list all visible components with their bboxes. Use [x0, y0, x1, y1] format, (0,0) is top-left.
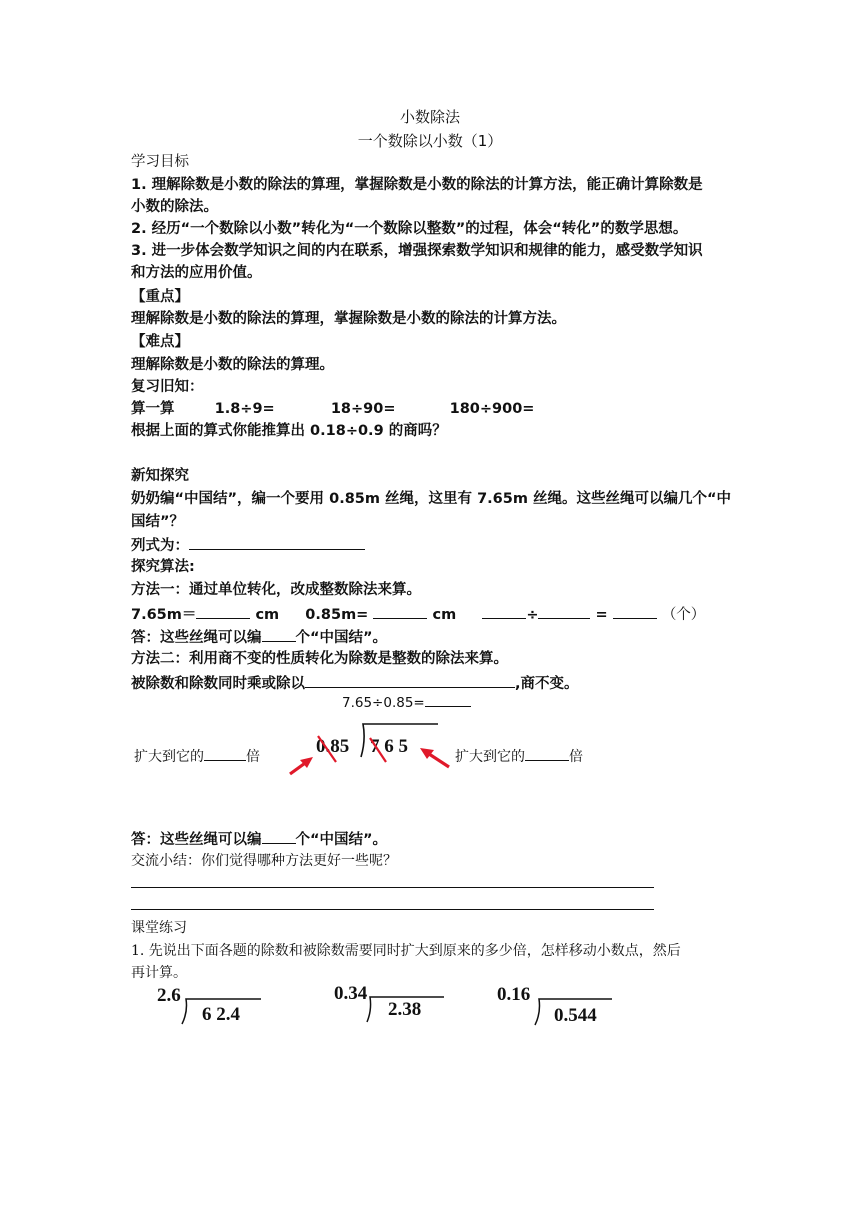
- page-subtitle: 一个数除以小数（1）: [357, 132, 503, 150]
- enlarge-right-suffix: 倍: [569, 749, 583, 765]
- rule-suffix: ,商不变。: [515, 676, 579, 692]
- summary-line-1[interactable]: [131, 887, 654, 888]
- answer-2-blank[interactable]: [262, 828, 296, 844]
- method-1: 方法一：通过单位转化，改成整数除法来算。: [131, 582, 421, 598]
- summary-line-2[interactable]: [131, 909, 654, 910]
- enlarge-right-prefix: 扩大到它的: [455, 749, 525, 765]
- answer-2-prefix: 答：这些丝绳可以编: [131, 832, 262, 848]
- objective-3-line2: 和方法的应用价值。: [131, 265, 262, 281]
- division-divisor: 0.85: [316, 736, 350, 757]
- strike-dividend: [370, 738, 386, 762]
- enlarge-left-suffix: 倍: [246, 749, 260, 765]
- division-dividend: 7 6 5: [370, 736, 408, 757]
- unit-cm-2: cm: [432, 607, 457, 623]
- formula-label: 列式为：: [131, 538, 189, 554]
- answer-1-suffix: 个“中国结”。: [295, 630, 388, 646]
- practice-dividend-3: 0.544: [554, 1005, 597, 1026]
- answer-2-suffix: 个“中国结”。: [295, 832, 388, 848]
- review-expr-1: 1.8÷9=: [214, 401, 275, 417]
- review-expr-2: 18÷90=: [330, 401, 396, 417]
- rule-prefix: 被除数和除数同时乘或除以: [131, 676, 305, 692]
- objective-1-line1: 1. 理解除数是小数的除法的算理，掌握除数是小数的除法的计算方法，能正确计算除数是: [131, 177, 703, 193]
- page-title: 小数除法: [399, 108, 460, 126]
- conv-2-label: 0.85m=: [305, 607, 369, 623]
- practice-item1-line2: 再计算。: [131, 965, 187, 981]
- conv-1-label: 7.65m＝: [131, 607, 197, 623]
- review-expr-3: 180÷900=: [449, 401, 535, 417]
- method-2: 方法二：利用商不变的性质转化为除数是整数的除法来算。: [131, 651, 508, 667]
- objective-3-line1: 3. 进一步体会数学知识之间的内在联系，增强探索数学知识和规律的能力，感受数学知识: [131, 243, 703, 259]
- problem-line1: 奶奶编“中国结”，编一个要用 0.85m 丝绳，这里有 7.65m 丝绳。这些丝绳可以编几个“中: [131, 491, 732, 507]
- problem-line2: 国结”？: [131, 514, 185, 530]
- eq-sign: =: [595, 607, 608, 623]
- difficulty-text: 理解除数是小数的除法的算理。: [131, 357, 334, 373]
- practice-dividend-1: 6 2.4: [202, 1004, 240, 1025]
- answer-1-prefix: 答：这些丝绳可以编: [131, 630, 262, 646]
- key-point-heading: 【重点】: [131, 289, 189, 305]
- answer-2-row: [131, 828, 387, 850]
- enlarge-left-prefix: 扩大到它的: [134, 749, 204, 765]
- difficulty-heading: 【难点】: [131, 334, 189, 350]
- strike-divisor: [318, 736, 336, 762]
- arrow-left-icon: [290, 757, 313, 774]
- practice-dividend-2: 2.38: [388, 999, 422, 1020]
- arrow-right-icon: [420, 748, 449, 767]
- practice-heading: 课堂练习: [131, 920, 187, 936]
- div-sign: ÷: [526, 607, 539, 623]
- review-label: 算一算: [131, 401, 175, 417]
- practice-divisor-3: 0.16: [497, 984, 531, 1005]
- practice-divisor-2: 0.34: [334, 983, 368, 1004]
- objective-1-line2: 小数的除法。: [131, 199, 218, 215]
- key-point-text: 理解除数是小数的除法的算理，掌握除数是小数的除法的计算方法。: [131, 311, 566, 327]
- review-heading: 复习旧知：: [131, 379, 204, 395]
- summary-prompt: 交流小结：你们觉得哪种方法更好一些呢？: [131, 853, 397, 869]
- practice-divisor-1: 2.6: [157, 985, 181, 1006]
- unit-cm-1: cm: [255, 607, 280, 623]
- method-heading: 探究算法:: [131, 559, 195, 575]
- objectives-heading: 学习目标: [131, 154, 189, 170]
- practice-item1-line1: 1. 先说出下面各题的除数和被除数需要同时扩大到原来的多少倍，怎样移动小数点，然后: [131, 943, 681, 959]
- unit-ge: （个）: [661, 607, 706, 623]
- explore-heading: 新知探究: [131, 468, 189, 484]
- objective-2: 2. 经历“一个数除以小数”转化为“一个数除以整数”的过程，体会“转化”的数学思想。: [131, 221, 688, 237]
- review-question: 根据上面的算式你能推算出 0.18÷0.9 的商吗？: [131, 423, 447, 439]
- expr-text: 7.65÷0.85=: [342, 695, 425, 711]
